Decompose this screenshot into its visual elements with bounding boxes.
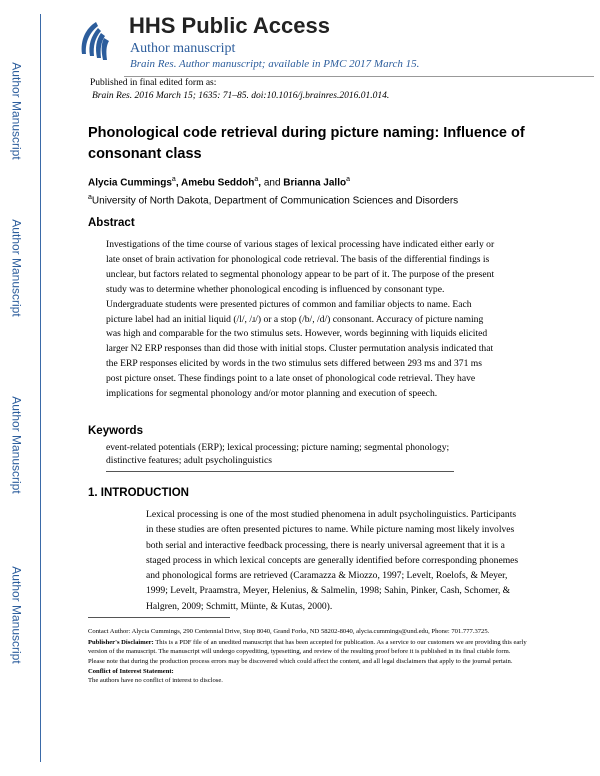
author-manuscript-label: Author manuscript <box>130 41 236 56</box>
keywords-rule <box>106 471 454 472</box>
side-label-4: Author Manuscript <box>10 566 25 664</box>
footnote-rule <box>88 617 230 618</box>
intro-body: Lexical processing is one of the most studied phenomena in adult psycholinguistics. Participants in these studies are often presented pictures to name. While picture naming most likely involves both serial and interactive feedback processing, there is nearly universal agreement that it is a staged process in which lexical concepts are generally identified before corresponding phonemes and phonological forms are retrieved (Caramazza & Miozzo, 1997; Levelt, Roelofs, & Meyer, 1999; Levelt, Praamstra, Meyer, Helenius, & Salmelin, 1998; Sahin, Pinker, Cash, Schomer, & Halgren, 2009; Schmitt, Münte, & Kutas, 2000). <box>146 509 519 612</box>
journal-availability <box>130 58 419 70</box>
abstract-body: Investigations of the time course of various stages of lexical processing have indicated either early or late onset of brain activation for phonological code retrieval. The basis of the differential findings is unclear, but factors related to segmental phonology appear to be part of it. The purpose of the present study was to determine whether phonological encoding is influenced by consonant type. Undergraduate students were presented pictures of common and familiar objects to name. Each picture label had an initial liquid (/l/, /ɹ/) or a stop (/b/, /d/) consonant. Accuracy of picture naming was high and comparable for the two stimulus sets. However, words beginning with liquids elicited larger N2 ERP responses than did those with initial stops. Cluster permutation analysis indicated that the ERP responses elicited by words in the two stimulus sets differed between 293 ms and 371 ms post picture onset. These findings point to a late onset of phonological code retrieval. They have implications for segmental phonology and/or motor planning and execution of speech. <box>106 239 495 400</box>
footnotes <box>88 627 528 685</box>
published-line: Published in final edited form as: <box>90 78 217 88</box>
author-sup: a <box>346 176 351 183</box>
author-name: Brianna Jallo <box>283 177 347 189</box>
keywords-body: event-related potentials (ERP); lexical processing; picture naming; segmental phonology; distinctive features; adult psycholinguistics <box>106 442 450 466</box>
author-name: Alycia Cummings <box>88 177 172 189</box>
side-label-3: Author Manuscript <box>10 396 25 494</box>
header-rule <box>124 76 594 77</box>
journal-line-text: Brain Res. Author manuscript; available in PMC 2017 March 15. <box>130 58 420 70</box>
coi-text: The authors have no conflict of interest to disclose. <box>88 677 223 685</box>
article-title: Phonological code retrieval during picture naming: Influence of consonant class <box>88 125 525 162</box>
citation-text: Brain Res. 2016 March 15; 1635: 71–85. doi:10.1016/j.brainres.2016.01.014. <box>92 91 390 101</box>
abstract-heading: Abstract <box>88 217 135 229</box>
affiliation <box>88 194 458 206</box>
publisher-disclaimer <box>88 638 528 666</box>
affiliation-sup: a <box>88 194 92 201</box>
side-label-2: Author Manuscript <box>10 219 25 317</box>
author-sup: a <box>254 176 259 183</box>
author-name: Amebu Seddoh <box>181 177 255 189</box>
hhs-eagle-logo-icon <box>76 18 116 64</box>
affiliation-text: University of North Dakota, Department of Communication Sciences and Disorders <box>91 195 459 207</box>
sidebar-divider <box>40 14 41 762</box>
contact-author: Contact Author: Alycia Cummings, 290 Centennial Drive, Stop 8040, Grand Forks, ND 58202-8040, alycia.cummings@und.edu, Phone: 701.777.3725. <box>88 628 490 635</box>
side-label-1: Author Manuscript <box>10 62 25 160</box>
intro-heading: 1. INTRODUCTION <box>88 487 189 499</box>
author-sup: a <box>171 176 176 183</box>
keywords-heading: Keywords <box>88 425 143 437</box>
disclaimer-text: This is a PDF file of an unedited manuscript that has been accepted for publication. As a service to our customers we are providing this early version of the manuscript. The manuscript will undergo copyediting, typesetting, and review of the resulting proof before it is published in its final citable form. Please note that during the production process errors may be discovered which could affect the content, and all legal disclaimers that apply to the journal pertain. <box>88 639 527 665</box>
coi-label-text: Conflict of Interest Statement: <box>88 667 174 675</box>
citation-line <box>92 91 389 101</box>
author-list: Alycia Cummings$^a$, Amebu Seddoh$^a$, and Brianna Jallo$^a$ <box>88 176 351 189</box>
coi-label <box>88 667 528 676</box>
disclaimer-label: Publisher's Disclaimer: <box>88 639 154 647</box>
hhs-title: HHS Public Access <box>129 13 330 38</box>
